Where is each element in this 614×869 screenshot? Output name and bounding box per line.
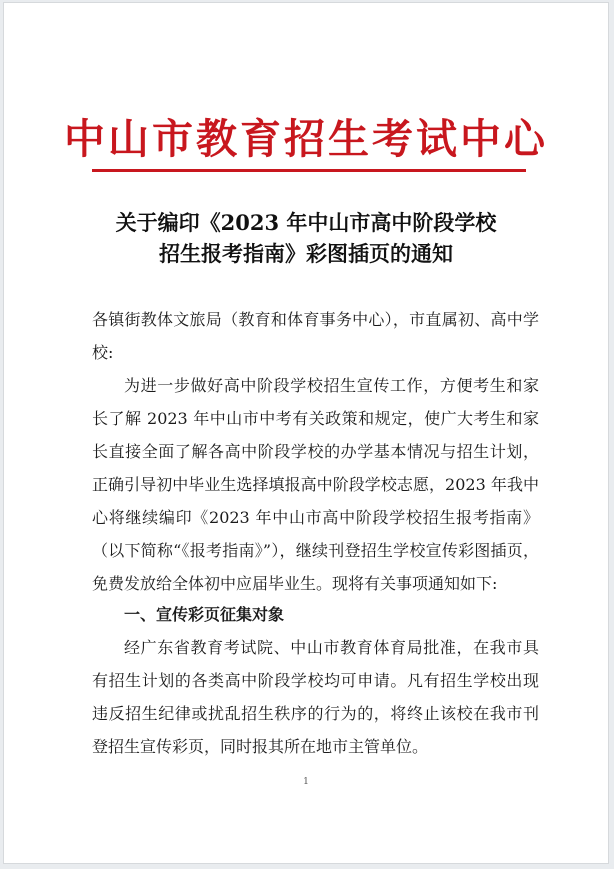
document-page: [4, 3, 608, 863]
salutation: 各镇街教体文旅局（教育和体育事务中心），市直属初、高中学校:: [92, 310, 539, 362]
letterhead-title: 中山市教育招生考试中心: [64, 115, 548, 163]
section-heading-1: 一、宣传彩页征集对象: [124, 605, 285, 624]
document-title-line-1: 关于编印《2023 年中山市高中阶段学校: [115, 210, 497, 235]
body-paragraph-1: 为进一步做好高中阶段学校招生宣传工作，方便考生和家长了解 2023 年中山市中考有关政策和规定，使广大考生和家长直接全面了解各高中阶段学校的办学基本情况与招生计划，正确引导初中毕业生选择填报高中阶段学校志愿，2023 年我中心将继续编印《2023 年中山市高中阶段学校招生报考指南》（以下简称“《报考指南》”），继续刊登招生学校宣传彩图插页，免费发放给全体初中应届毕业生。现将有关事项通知如下:: [92, 376, 539, 593]
page-number: 1: [303, 777, 309, 787]
document-title: [4, 207, 608, 269]
letterhead-red-rule: [92, 169, 526, 172]
document-title-line-2: 招生报考指南》彩图插页的通知: [159, 241, 453, 266]
body-paragraph-2: 经广东省教育考试院、中山市教育体育局批准，在我市具有招生计划的各类高中阶段学校均可申请。凡有招生学校出现违反招生纪律或扰乱招生秩序的行为的，将终止该校在我市刊登招生宣传彩页，同时报其所在地市主管单位。: [92, 638, 539, 756]
